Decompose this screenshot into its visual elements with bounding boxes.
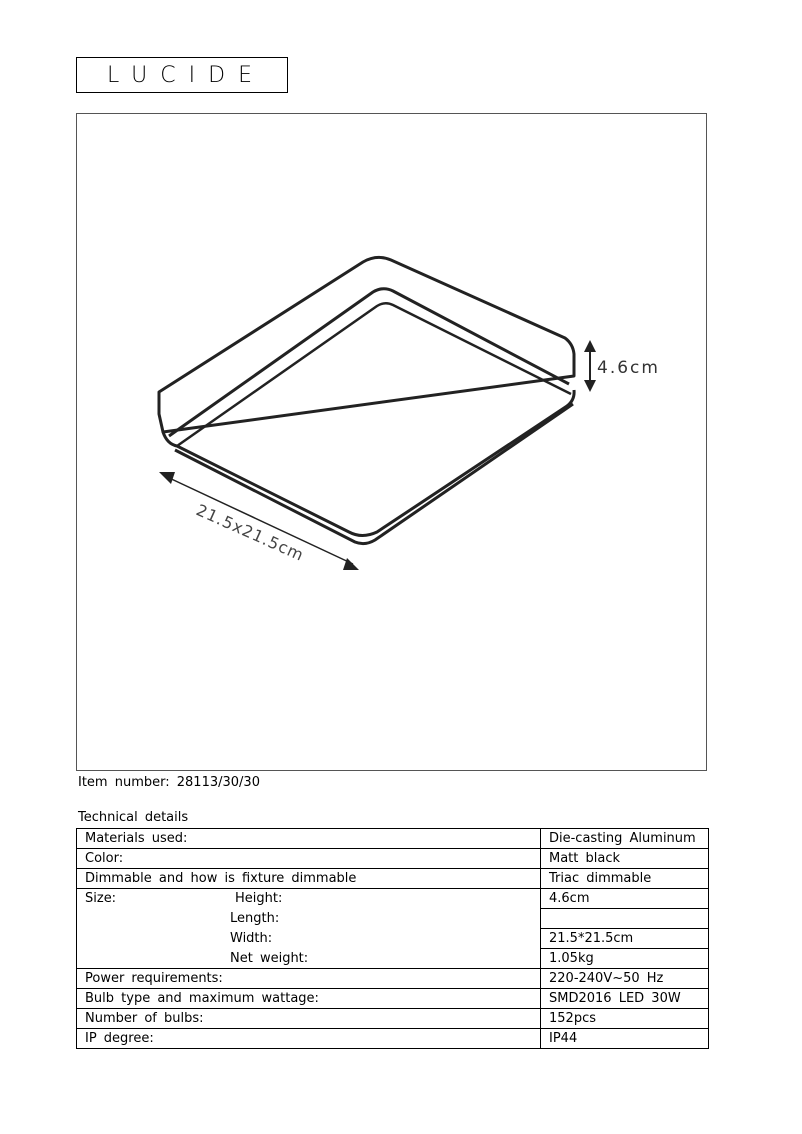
product-drawing: [77, 114, 708, 772]
row-value: Triac dimmable: [541, 869, 709, 889]
row-value: 4.6cm: [541, 889, 709, 909]
technical-details-table: [76, 828, 709, 1049]
row-sublabel: Width:: [77, 929, 541, 949]
item-number-label: Item number:: [78, 775, 170, 790]
table-row: [77, 849, 709, 869]
product-drawing-frame: [76, 113, 707, 771]
row-label: Materials used:: [77, 829, 541, 849]
height-label: 4.6cm: [597, 358, 660, 378]
table-row: [77, 989, 709, 1009]
row-value: 21.5*21.5cm: [541, 929, 709, 949]
size-arrow-left: [159, 472, 175, 484]
table-row: [77, 829, 709, 849]
item-number-value: 28113/30/30: [176, 775, 260, 790]
table-row: [77, 969, 709, 989]
brand-logo: [76, 57, 288, 93]
fixture-top-outline: [159, 257, 574, 432]
fixture-diffuser-inner: [177, 303, 571, 446]
row-label: Color:: [77, 849, 541, 869]
table-row: [77, 869, 709, 889]
table-row: [77, 929, 709, 949]
row-sublabel: Length:: [77, 909, 541, 929]
row-label: Bulb type and maximum wattage:: [77, 989, 541, 1009]
row-label: [77, 889, 541, 909]
row-value: 1.05kg: [541, 949, 709, 969]
table-row: [77, 1009, 709, 1029]
height-arrow-bottom: [584, 380, 596, 392]
row-label: Dimmable and how is fixture dimmable: [77, 869, 541, 889]
row-value: 220-240V~50 Hz: [541, 969, 709, 989]
row-sublabel: Net weight:: [77, 949, 541, 969]
row-label: Number of bulbs:: [77, 1009, 541, 1029]
row-label: IP degree:: [77, 1029, 541, 1049]
table-row: [77, 1029, 709, 1049]
technical-details-title: Technical details: [78, 810, 189, 825]
table-row: [77, 909, 709, 929]
brand-logo-text: LUCIDE: [107, 62, 265, 88]
row-value: IP44: [541, 1029, 709, 1049]
row-value: 152pcs: [541, 1009, 709, 1029]
table-row: [77, 949, 709, 969]
row-value: [541, 909, 709, 929]
row-label: Power requirements:: [77, 969, 541, 989]
row-value: Die-casting Aluminum: [541, 829, 709, 849]
row-value: Matt black: [541, 849, 709, 869]
table-row: [77, 889, 709, 909]
size-label: 21.5x21.5cm: [193, 500, 308, 565]
height-arrow-top: [584, 340, 596, 352]
size-label-text: Size:: [85, 891, 117, 907]
row-sublabel: Height:: [235, 891, 283, 907]
row-value: SMD2016 LED 30W: [541, 989, 709, 1009]
item-number: [78, 775, 260, 790]
